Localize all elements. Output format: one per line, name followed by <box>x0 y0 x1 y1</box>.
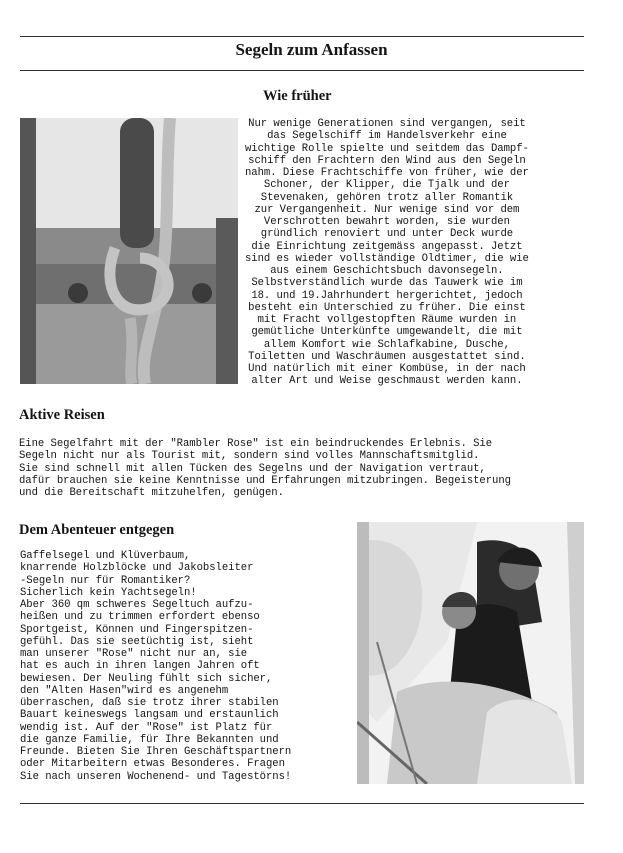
heading-aktive-reisen: Aktive Reisen <box>19 407 105 423</box>
text-line: Sicherlich kein Yachtsegeln! <box>20 586 197 599</box>
text-line: gefühl. Das sie seetüchtig ist, sieht <box>20 635 254 648</box>
aktive-text <box>19 438 511 499</box>
text-line: heißen und zu trimmen erfordert ebenso <box>20 611 260 624</box>
text-line: gründlich renoviert und unter Deck wurde <box>260 228 514 241</box>
text-line: Segeln nicht nur als Tourist mit, sondern sind volles Mannschaftsmitglid. <box>19 450 480 463</box>
text-line: Sportgeist, Können und Fingerspitzen- <box>20 623 254 636</box>
abenteuer-text <box>20 550 291 783</box>
text-line: Stevenaken, gehören trotz aller Romantik <box>260 191 514 204</box>
text-line: schiff den Frachtern den Wind aus den Segeln <box>248 154 526 167</box>
text-line: Verschrotten bewahrt worden, sie wurden <box>263 216 510 228</box>
text-line: alter Art und Weise geschmaust werden kann. <box>251 375 523 388</box>
text-line: zur Vergangenheit. Nur wenige sind vor dem <box>254 203 520 216</box>
text-line: dafür brauchen sie keine Kenntnisse und Erfahrungen mitzubringen. Begeisterung <box>19 474 511 487</box>
text-line: -Segeln nur für Romantiker? <box>20 574 191 587</box>
text-line: Gaffelsegel und Klüverbaum, <box>20 550 191 562</box>
text-line: Sie nach unseren Wochenend- und Tagestörns! <box>20 770 292 783</box>
text-line: sind es wieder vollständige Oldtimer, die wie <box>245 252 529 265</box>
text-line: Freunde. Bieten Sie Ihren Geschäftspartnern <box>20 746 292 758</box>
text-line: allem Komfort wie Schlafkabine, Dusche, <box>263 338 510 351</box>
text-line: das Segelschiff im Handelsverkehr eine <box>267 130 507 143</box>
text-line: man unserer "Rose" nicht nur an, sie <box>20 648 248 660</box>
text-line: überraschen, daß sie trotz ihrer stabilen <box>20 697 279 709</box>
photo-sailors-handling-sail <box>357 522 584 784</box>
intro-text <box>245 118 529 388</box>
text-line: Nur wenige Generationen sind vergangen, seit <box>248 118 526 130</box>
text-line: Selbstverständlich wurde das Tauwerk wie im <box>251 277 523 290</box>
text-line: Und natürlich mit einer Kombüse, in der nach <box>248 363 526 375</box>
photo-rope-knot-on-belaying-pin <box>20 118 238 384</box>
page-title: Segeln zum Anfassen <box>235 40 388 59</box>
text-line: Aber 360 qm schweres Segeltuch aufzu- <box>20 599 254 611</box>
text-line: wichtige Rolle spielte und seitdem das Dampf- <box>245 142 529 155</box>
footer-rule <box>20 803 584 804</box>
text-line: und die Bereitschaft mitzuhelfen, genügen. <box>19 487 284 499</box>
text-line: bewiesen. Der Neuling fühlt sich sicher, <box>20 672 273 685</box>
text-line: Toiletten und Waschräumen ausgestattet sind. <box>248 350 526 363</box>
text-line: nahm. Diese Frachtschiffe von früher, wie der <box>245 167 529 179</box>
header-rule-top <box>20 36 584 37</box>
text-line: oder Mitarbeitern etwas Besonderes. Fragen <box>20 758 285 771</box>
text-line: aus einem Geschichtsbuch davonsegeln. <box>270 265 504 277</box>
text-line: hat es auch in ihren langen Jahren oft <box>20 660 260 673</box>
text-line: Bauart keineswegs langsam und erstaunlich <box>20 709 279 722</box>
text-line: die ganze Familie, für Ihre Bekannten und <box>20 733 279 746</box>
header-rule-bottom <box>20 70 584 71</box>
text-line: den "Alten Hasen"wird es angenehm <box>20 684 229 697</box>
text-line: mit Fracht vollgestopften Räume wurden in <box>257 314 517 326</box>
text-line: die Einrichtung zeitgemäss angepasst. Jetzt <box>251 240 523 253</box>
text-line: 18. und 19.Jahrhundert hergerichtet, jedoch <box>251 289 523 302</box>
text-line: Sie sind schnell mit allen Tücken des Segelns und der Navigation vertraut, <box>19 462 486 475</box>
text-line: wendig ist. Auf der "Rose" ist Platz für <box>20 721 273 734</box>
text-line: knarrende Holzblöcke und Jakobsleiter <box>20 562 254 575</box>
text-line: besteht ein Unterschied zu früher. Die einst <box>248 301 526 314</box>
text-line: Eine Segelfahrt mit der "Rambler Rose" ist ein beindruckendes Erlebnis. Sie <box>19 438 493 450</box>
heading-dem-abenteuer-entgegen: Dem Abenteuer entgegen <box>19 522 175 538</box>
text-line: gemütliche Unterkünfte umgewandelt, die mit <box>251 326 523 339</box>
heading-wie-frueher: Wie früher <box>263 88 332 104</box>
text-line: Schoner, der Klipper, die Tjalk und der <box>263 179 510 192</box>
